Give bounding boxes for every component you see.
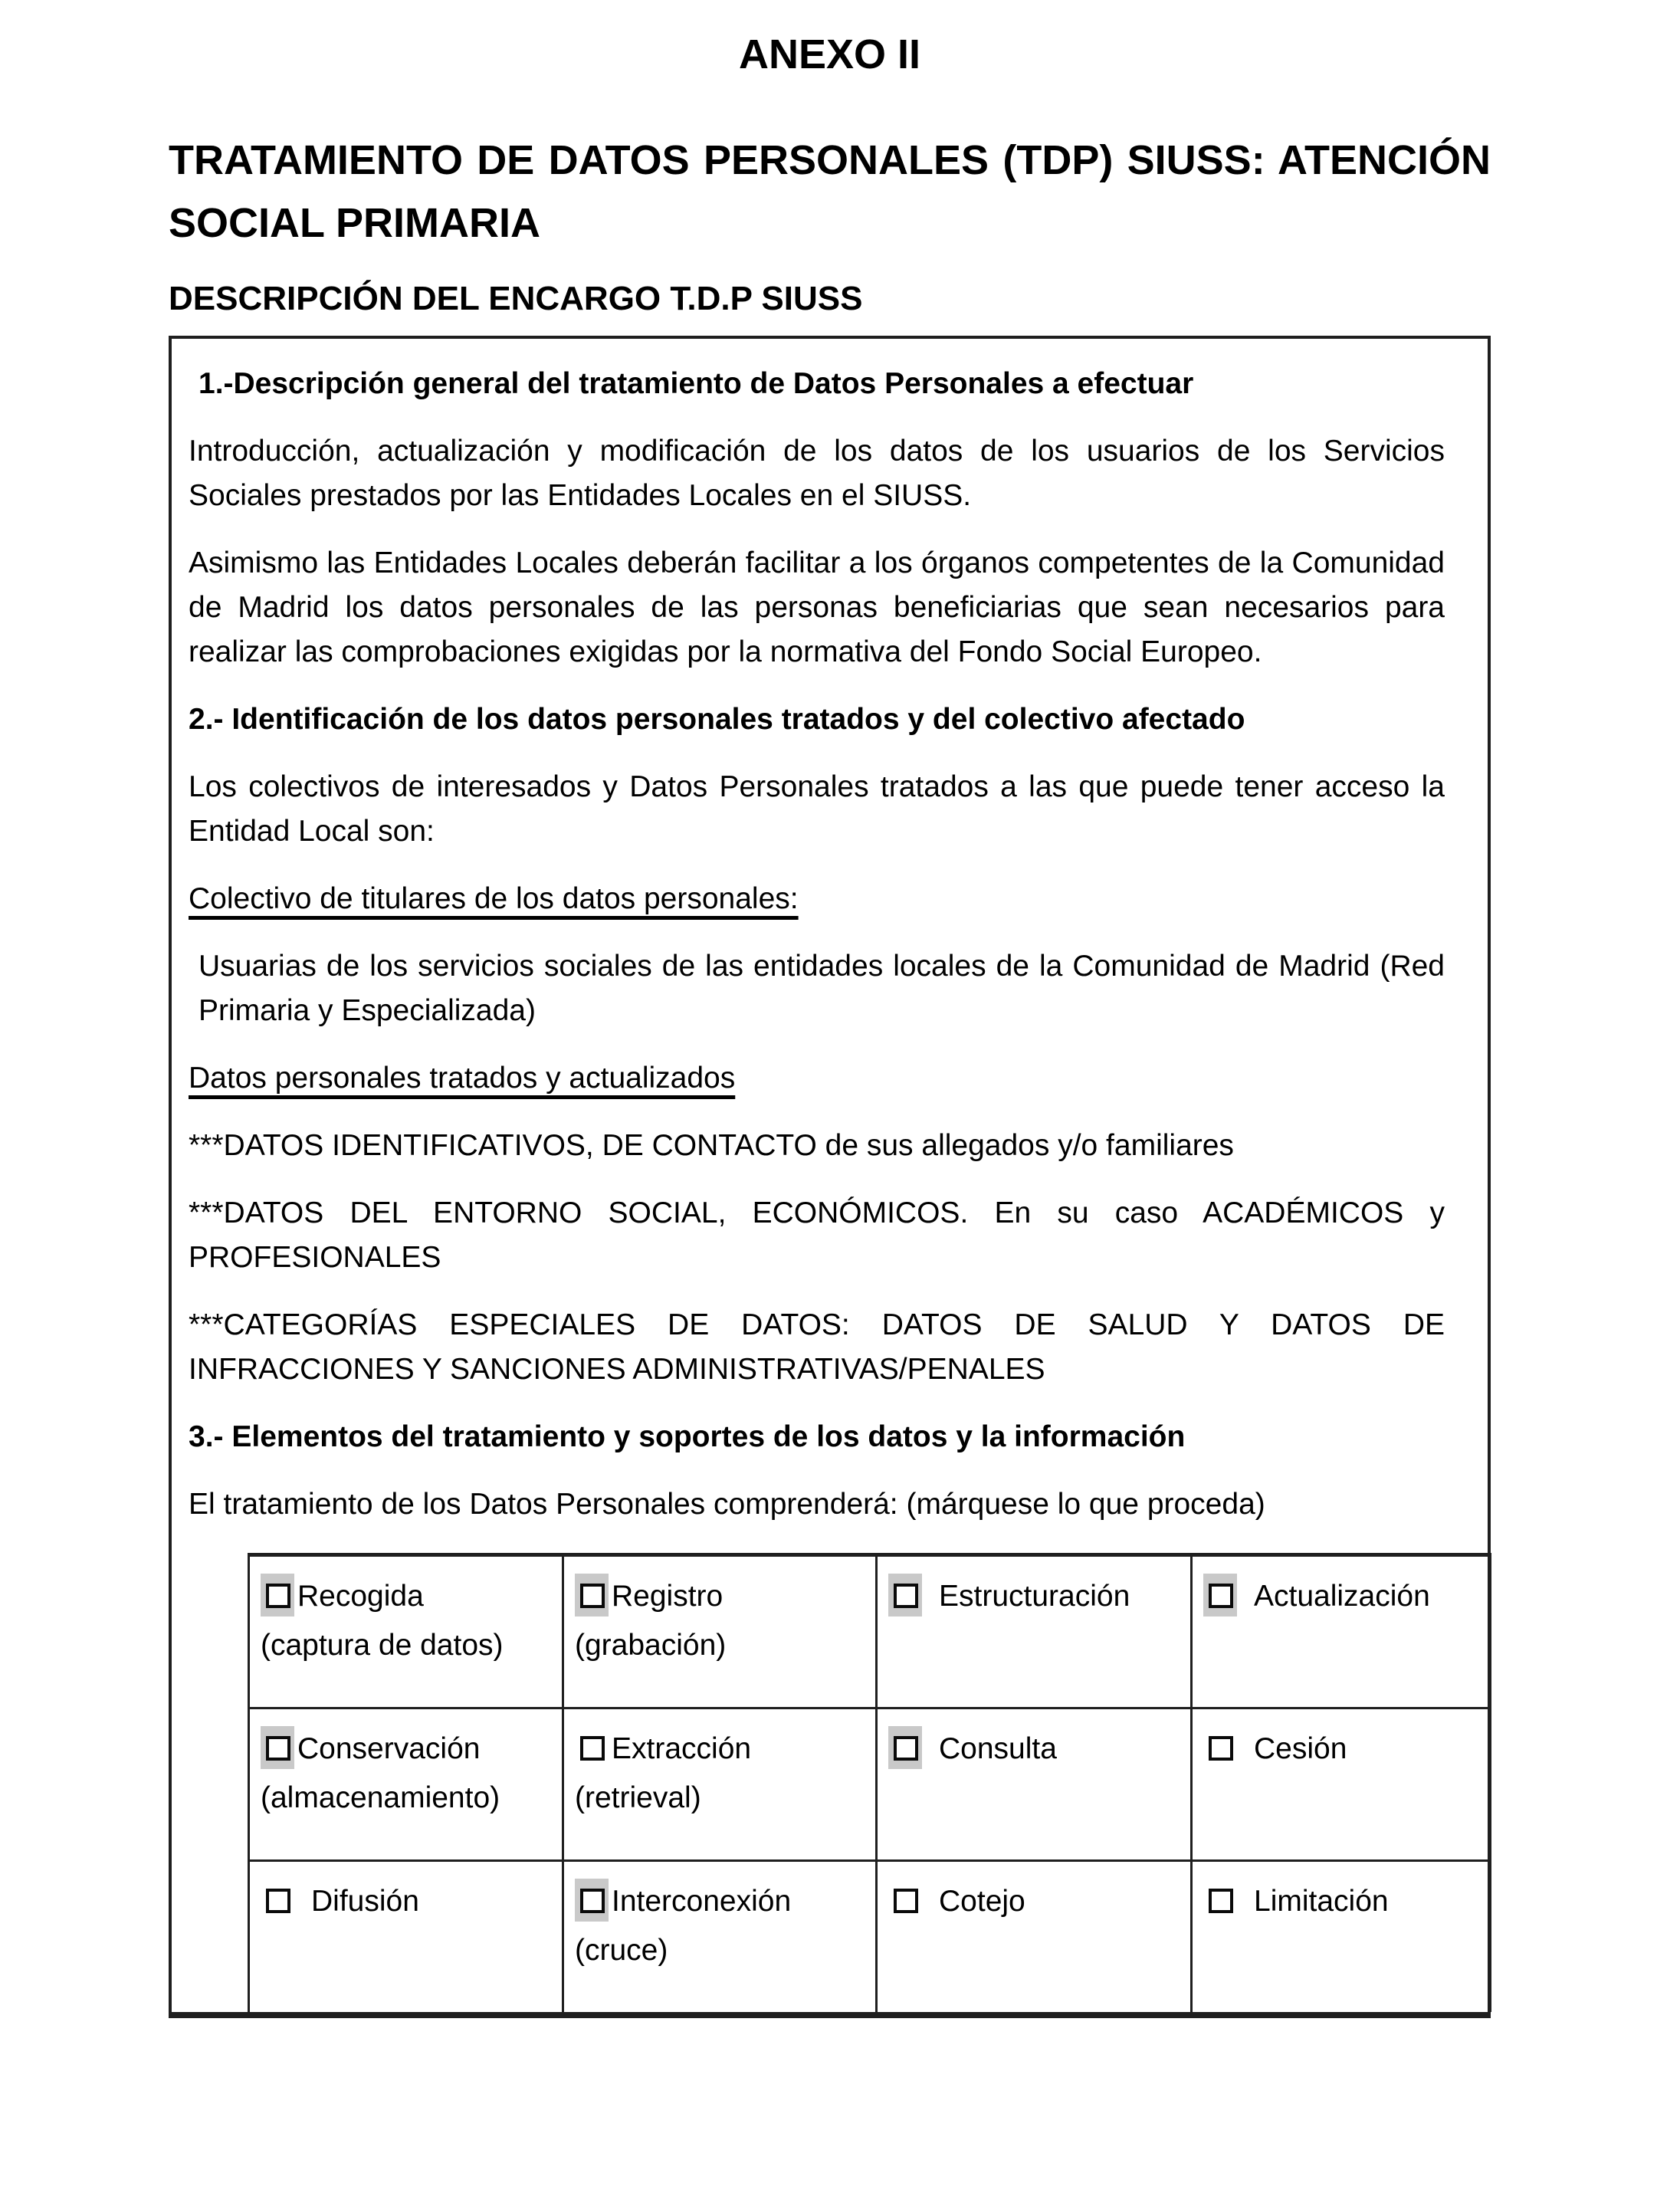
section1-heading: 1.-Descripción general del tratamiento de Datos Personales a efectuar [199, 367, 1194, 400]
table-cell [1192, 1708, 1491, 1861]
table-cell [563, 1555, 877, 1708]
section2-paragraph-2: Usuarias de los servicios sociales de las entidades locales de la Comunidad de Madrid (Red Primaria y Especializada) [199, 950, 1445, 1027]
checkbox-square [266, 1736, 290, 1761]
table-cell [249, 1861, 563, 2013]
main-title [169, 129, 1491, 254]
checkbox-label: Cesión [1254, 1732, 1347, 1765]
checkbox-label: Difusión [311, 1885, 419, 1918]
checkbox-icon[interactable] [1203, 1879, 1237, 1922]
section3-heading: 3.- Elementos del tratamiento y soportes de los datos y la información [189, 1420, 1186, 1453]
checkbox-sublabel: (captura de datos) [261, 1629, 504, 1662]
checkbox-label: Extracción [612, 1732, 752, 1765]
table-cell [249, 1708, 563, 1861]
checkbox-label: Interconexión [612, 1885, 792, 1918]
data-item-identificativos: ***DATOS IDENTIFICATIVOS, DE CONTACTO de sus allegados y/o familiares [189, 1129, 1234, 1162]
subheading-datos-personales: Datos personales tratados y actualizados [189, 1062, 736, 1095]
table-cell [563, 1861, 877, 2013]
checkbox-icon[interactable] [575, 1879, 609, 1922]
checkbox-icon[interactable] [888, 1726, 922, 1769]
checkbox-square [266, 1584, 290, 1608]
main-title-line2: SOCIAL PRIMARIA [169, 200, 541, 246]
checkbox-label: Cotejo [939, 1885, 1025, 1918]
table-row [249, 1708, 1491, 1861]
checkbox-square [580, 1584, 605, 1608]
table-cell [877, 1861, 1192, 2013]
annex-title: ANEXO II [738, 31, 921, 77]
data-item-categorias-especiales: ***CATEGORÍAS ESPECIALES DE DATOS: DATOS DE SALUD Y DATOS DE INFRACCIONES Y SANCIONES ADMINISTRATIVAS/PENALES [189, 1308, 1445, 1386]
section2-paragraph-1: Los colectivos de interesados y Datos Personales tratados a las que puede tener acceso la Entidad Local son: [189, 770, 1445, 848]
checkbox-label: Conservación [297, 1732, 481, 1765]
table-row [249, 1861, 1491, 2013]
checkbox-label: Limitación [1254, 1885, 1389, 1918]
section2-heading: 2.- Identificación de los datos personales tratados y del colectivo afectado [189, 703, 1245, 736]
table-row [249, 1555, 1491, 1708]
checkbox-label: Registro [612, 1580, 724, 1613]
table-cell [563, 1708, 877, 1861]
checkbox-sublabel: (almacenamiento) [261, 1781, 500, 1814]
checkbox-icon[interactable] [575, 1726, 609, 1769]
subheading-colectivo: Colectivo de titulares de los datos personales: [189, 882, 799, 915]
content-box [169, 336, 1491, 2018]
table-cell [1192, 1861, 1491, 2013]
checkbox-square [894, 1889, 918, 1913]
checkbox-square [266, 1889, 290, 1913]
main-title-line1: TRATAMIENTO DE DATOS PERSONALES (TDP) SIUSS: ATENCIÓN [169, 137, 1491, 183]
checkbox-icon[interactable] [575, 1574, 609, 1617]
checkbox-square [1209, 1584, 1233, 1608]
table-cell [1192, 1555, 1491, 1708]
checkbox-icon[interactable] [888, 1574, 922, 1617]
checkbox-sublabel: (cruce) [575, 1934, 668, 1967]
checkbox-square [894, 1736, 918, 1761]
checkbox-square [580, 1889, 605, 1913]
checkbox-label: Consulta [939, 1732, 1057, 1765]
checkbox-sublabel: (retrieval) [575, 1781, 701, 1814]
checkbox-square [1209, 1889, 1233, 1913]
checkbox-icon[interactable] [1203, 1574, 1237, 1617]
table-cell [249, 1555, 563, 1708]
checkbox-icon[interactable] [261, 1726, 294, 1769]
checkbox-icon[interactable] [261, 1574, 294, 1617]
checkbox-icon[interactable] [888, 1879, 922, 1922]
table-cell [877, 1708, 1192, 1861]
data-item-entorno-social: ***DATOS DEL ENTORNO SOCIAL, ECONÓMICOS. En su caso ACADÉMICOS y PROFESIONALES [189, 1196, 1445, 1274]
treatment-options-table [248, 1553, 1491, 2012]
checkbox-label: Actualización [1254, 1580, 1430, 1613]
checkbox-sublabel: (grabación) [575, 1629, 727, 1662]
checkbox-square [894, 1584, 918, 1608]
section1-paragraph-2: Asimismo las Entidades Locales deberán facilitar a los órganos competentes de la Comunidad de Madrid los datos personales de las personas beneficiarias que sean necesarios para realizar las comprobaciones exigidas por la normativa del Fondo Social Europeo. [189, 546, 1445, 668]
checkbox-label: Recogida [297, 1580, 424, 1613]
table-cell [877, 1555, 1192, 1708]
checkbox-label: Estructuración [939, 1580, 1130, 1613]
checkbox-square [1209, 1736, 1233, 1761]
checkbox-icon[interactable] [261, 1879, 294, 1922]
section3-paragraph-1: El tratamiento de los Datos Personales comprenderá: (márquese lo que proceda) [189, 1488, 1265, 1521]
section1-paragraph-1: Introducción, actualización y modificación de los datos de los usuarios de los Servicios Sociales prestados por las Entidades Locales en el SIUSS. [189, 435, 1445, 512]
document-subtitle: DESCRIPCIÓN DEL ENCARGO T.D.P SIUSS [169, 280, 863, 317]
checkbox-icon[interactable] [1203, 1726, 1237, 1769]
checkbox-square [580, 1736, 605, 1761]
